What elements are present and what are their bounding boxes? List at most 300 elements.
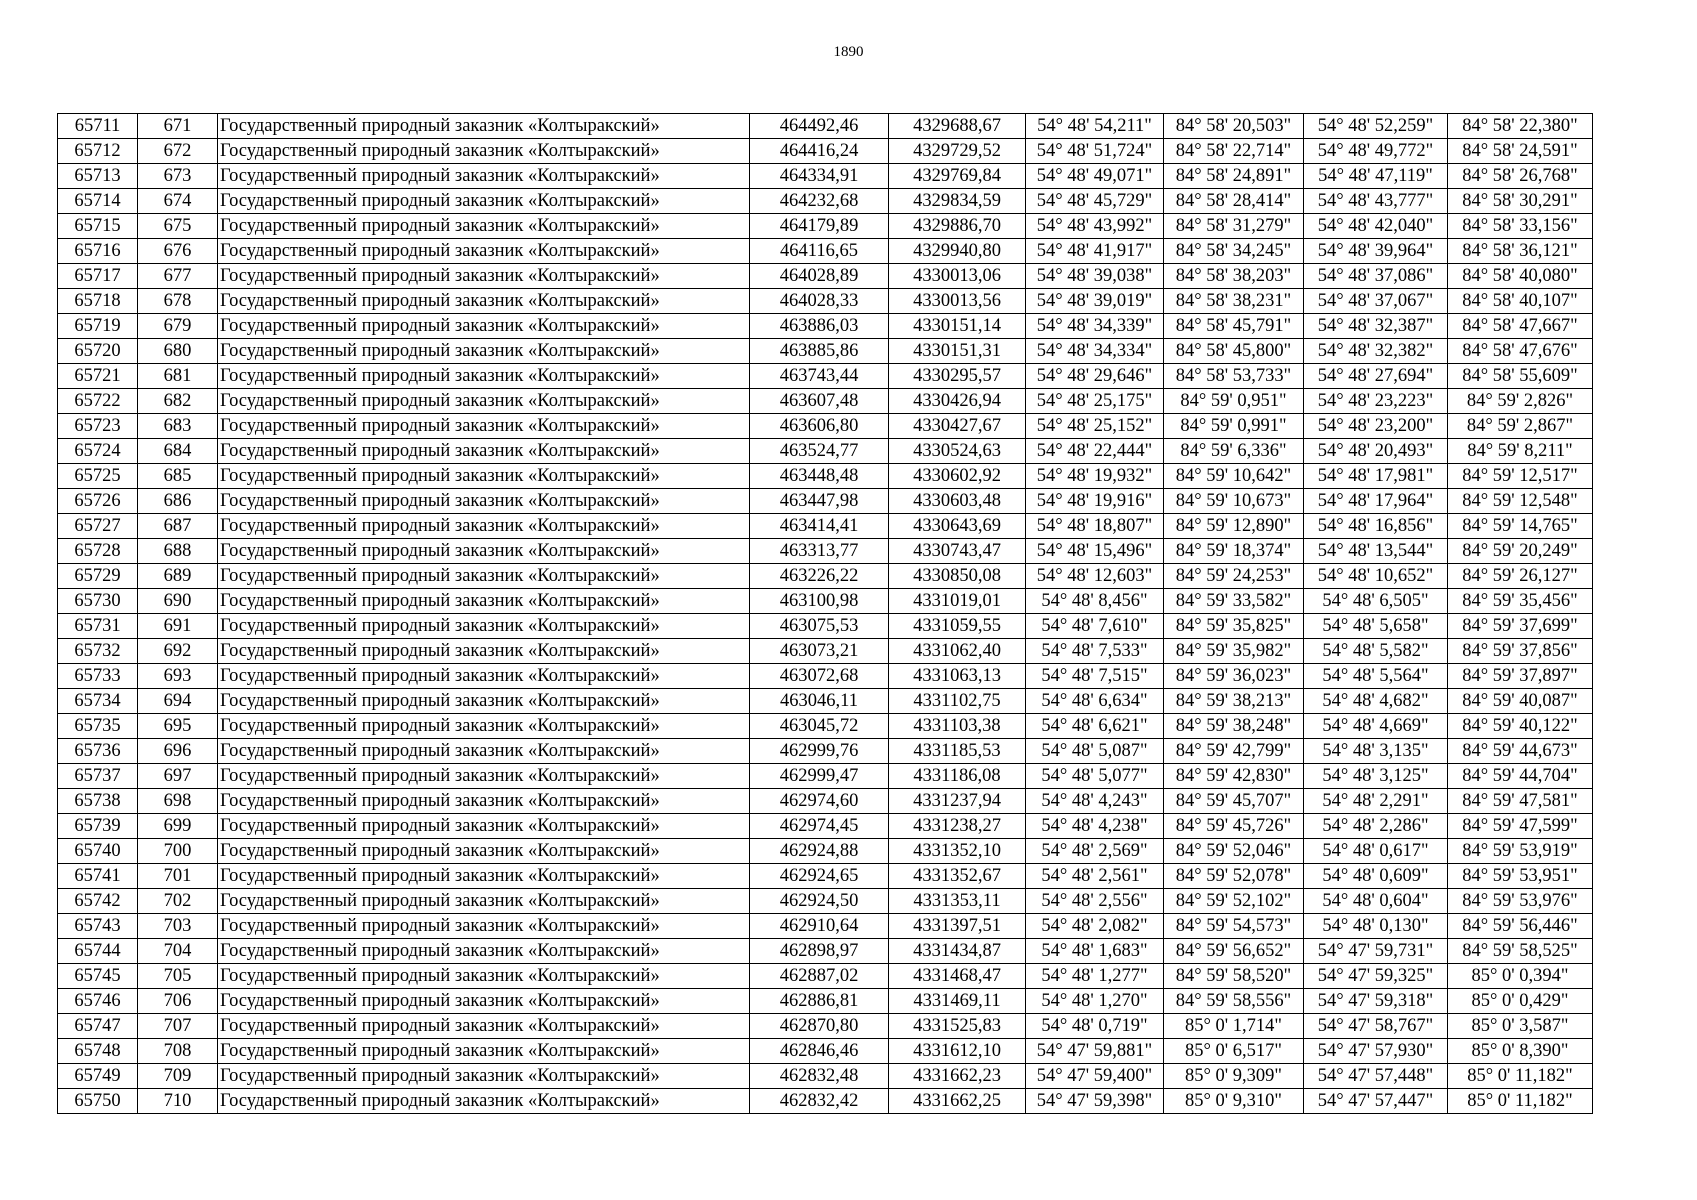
reserve-name-cell: Государственный природный заказник «Колтыракский» [218, 264, 750, 289]
record-number-cell: 65718 [58, 289, 138, 314]
x-coordinate-cell: 462887,02 [750, 964, 889, 989]
record-number-cell: 65728 [58, 539, 138, 564]
latitude-1-cell: 54° 48' 15,496" [1026, 539, 1164, 564]
y-coordinate-cell: 4330603,48 [889, 489, 1026, 514]
x-coordinate-cell: 462832,48 [750, 1064, 889, 1089]
latitude-2-cell: 54° 48' 4,669" [1304, 714, 1448, 739]
x-coordinate-cell: 462999,76 [750, 739, 889, 764]
reserve-name-cell: Государственный природный заказник «Колтыракский» [218, 1039, 750, 1064]
reserve-name-cell: Государственный природный заказник «Колтыракский» [218, 1064, 750, 1089]
table-row [58, 914, 1593, 939]
point-number-cell: 704 [138, 939, 218, 964]
y-coordinate-cell: 4331612,10 [889, 1039, 1026, 1064]
y-coordinate-cell: 4331185,53 [889, 739, 1026, 764]
reserve-name-cell: Государственный природный заказник «Колтыракский» [218, 939, 750, 964]
point-number-cell: 676 [138, 239, 218, 264]
longitude-2-cell: 84° 59' 53,976" [1448, 889, 1593, 914]
reserve-name-cell: Государственный природный заказник «Колтыракский» [218, 239, 750, 264]
table-row [58, 164, 1593, 189]
point-number-cell: 672 [138, 139, 218, 164]
y-coordinate-cell: 4330426,94 [889, 389, 1026, 414]
latitude-1-cell: 54° 48' 12,603" [1026, 564, 1164, 589]
y-coordinate-cell: 4331469,11 [889, 989, 1026, 1014]
point-number-cell: 703 [138, 914, 218, 939]
longitude-2-cell: 85° 0' 3,587" [1448, 1014, 1593, 1039]
longitude-1-cell: 84° 59' 24,253" [1164, 564, 1304, 589]
record-number-cell: 65734 [58, 689, 138, 714]
latitude-1-cell: 54° 48' 45,729" [1026, 189, 1164, 214]
longitude-1-cell: 84° 59' 0,951" [1164, 389, 1304, 414]
latitude-2-cell: 54° 47' 57,448" [1304, 1064, 1448, 1089]
point-number-cell: 677 [138, 264, 218, 289]
y-coordinate-cell: 4331019,01 [889, 589, 1026, 614]
latitude-2-cell: 54° 48' 32,382" [1304, 339, 1448, 364]
y-coordinate-cell: 4331662,23 [889, 1064, 1026, 1089]
x-coordinate-cell: 463073,21 [750, 639, 889, 664]
record-number-cell: 65729 [58, 564, 138, 589]
longitude-2-cell: 84° 59' 8,211" [1448, 439, 1593, 464]
longitude-1-cell: 84° 59' 12,890" [1164, 514, 1304, 539]
reserve-name-cell: Государственный природный заказник «Колтыракский» [218, 864, 750, 889]
x-coordinate-cell: 464028,33 [750, 289, 889, 314]
point-number-cell: 675 [138, 214, 218, 239]
longitude-2-cell: 84° 59' 58,525" [1448, 939, 1593, 964]
longitude-2-cell: 84° 59' 37,897" [1448, 664, 1593, 689]
record-number-cell: 65733 [58, 664, 138, 689]
longitude-2-cell: 84° 59' 12,548" [1448, 489, 1593, 514]
longitude-1-cell: 84° 59' 6,336" [1164, 439, 1304, 464]
record-number-cell: 65719 [58, 314, 138, 339]
longitude-1-cell: 84° 59' 42,830" [1164, 764, 1304, 789]
reserve-name-cell: Государственный природный заказник «Колтыракский» [218, 914, 750, 939]
y-coordinate-cell: 4331102,75 [889, 689, 1026, 714]
latitude-1-cell: 54° 48' 22,444" [1026, 439, 1164, 464]
record-number-cell: 65748 [58, 1039, 138, 1064]
x-coordinate-cell: 462924,88 [750, 839, 889, 864]
latitude-2-cell: 54° 48' 0,130" [1304, 914, 1448, 939]
latitude-1-cell: 54° 47' 59,400" [1026, 1064, 1164, 1089]
point-number-cell: 680 [138, 339, 218, 364]
reserve-name-cell: Государственный природный заказник «Колтыракский» [218, 814, 750, 839]
reserve-name-cell: Государственный природный заказник «Колтыракский» [218, 789, 750, 814]
x-coordinate-cell: 462910,64 [750, 914, 889, 939]
longitude-1-cell: 84° 58' 24,891" [1164, 164, 1304, 189]
table-row [58, 364, 1593, 389]
x-coordinate-cell: 463885,86 [750, 339, 889, 364]
longitude-1-cell: 84° 59' 52,078" [1164, 864, 1304, 889]
y-coordinate-cell: 4331434,87 [889, 939, 1026, 964]
latitude-1-cell: 54° 48' 2,082" [1026, 914, 1164, 939]
longitude-2-cell: 84° 58' 30,291" [1448, 189, 1593, 214]
point-number-cell: 706 [138, 989, 218, 1014]
table-row [58, 189, 1593, 214]
longitude-2-cell: 84° 59' 12,517" [1448, 464, 1593, 489]
latitude-2-cell: 54° 48' 0,617" [1304, 839, 1448, 864]
longitude-1-cell: 85° 0' 9,310" [1164, 1089, 1304, 1114]
record-number-cell: 65735 [58, 714, 138, 739]
table-row [58, 989, 1593, 1014]
x-coordinate-cell: 463886,03 [750, 314, 889, 339]
latitude-2-cell: 54° 48' 13,544" [1304, 539, 1448, 564]
latitude-1-cell: 54° 48' 8,456" [1026, 589, 1164, 614]
coordinates-table [57, 113, 1593, 1114]
reserve-name-cell: Государственный природный заказник «Колтыракский» [218, 389, 750, 414]
longitude-1-cell: 84° 59' 10,642" [1164, 464, 1304, 489]
table-row [58, 764, 1593, 789]
point-number-cell: 693 [138, 664, 218, 689]
longitude-1-cell: 84° 58' 31,279" [1164, 214, 1304, 239]
record-number-cell: 65737 [58, 764, 138, 789]
latitude-1-cell: 54° 47' 59,398" [1026, 1089, 1164, 1114]
record-number-cell: 65716 [58, 239, 138, 264]
latitude-2-cell: 54° 48' 5,658" [1304, 614, 1448, 639]
record-number-cell: 65740 [58, 839, 138, 864]
latitude-2-cell: 54° 48' 0,604" [1304, 889, 1448, 914]
point-number-cell: 673 [138, 164, 218, 189]
y-coordinate-cell: 4331237,94 [889, 789, 1026, 814]
table-row [58, 1064, 1593, 1089]
y-coordinate-cell: 4330295,57 [889, 364, 1026, 389]
y-coordinate-cell: 4330743,47 [889, 539, 1026, 564]
longitude-1-cell: 85° 0' 6,517" [1164, 1039, 1304, 1064]
x-coordinate-cell: 462898,97 [750, 939, 889, 964]
record-number-cell: 65741 [58, 864, 138, 889]
point-number-cell: 683 [138, 414, 218, 439]
reserve-name-cell: Государственный природный заказник «Колтыракский» [218, 839, 750, 864]
reserve-name-cell: Государственный природный заказник «Колтыракский» [218, 639, 750, 664]
longitude-1-cell: 84° 59' 45,726" [1164, 814, 1304, 839]
y-coordinate-cell: 4331238,27 [889, 814, 1026, 839]
latitude-2-cell: 54° 48' 4,682" [1304, 689, 1448, 714]
table-body [58, 114, 1593, 1114]
latitude-1-cell: 54° 48' 5,077" [1026, 764, 1164, 789]
y-coordinate-cell: 4331103,38 [889, 714, 1026, 739]
reserve-name-cell: Государственный природный заказник «Колтыракский» [218, 289, 750, 314]
latitude-2-cell: 54° 48' 23,223" [1304, 389, 1448, 414]
latitude-1-cell: 54° 48' 41,917" [1026, 239, 1164, 264]
point-number-cell: 687 [138, 514, 218, 539]
latitude-1-cell: 54° 48' 18,807" [1026, 514, 1164, 539]
point-number-cell: 705 [138, 964, 218, 989]
reserve-name-cell: Государственный природный заказник «Колтыракский» [218, 539, 750, 564]
x-coordinate-cell: 463743,44 [750, 364, 889, 389]
table-row [58, 939, 1593, 964]
longitude-1-cell: 84° 59' 36,023" [1164, 664, 1304, 689]
reserve-name-cell: Государственный природный заказник «Колтыракский» [218, 214, 750, 239]
record-number-cell: 65714 [58, 189, 138, 214]
record-number-cell: 65731 [58, 614, 138, 639]
y-coordinate-cell: 4331059,55 [889, 614, 1026, 639]
reserve-name-cell: Государственный природный заказник «Колтыракский» [218, 489, 750, 514]
y-coordinate-cell: 4330013,06 [889, 264, 1026, 289]
y-coordinate-cell: 4329886,70 [889, 214, 1026, 239]
reserve-name-cell: Государственный природный заказник «Колтыракский» [218, 1014, 750, 1039]
longitude-2-cell: 84° 58' 40,107" [1448, 289, 1593, 314]
y-coordinate-cell: 4331063,13 [889, 664, 1026, 689]
table-row [58, 689, 1593, 714]
longitude-2-cell: 84° 59' 35,456" [1448, 589, 1593, 614]
latitude-1-cell: 54° 48' 51,724" [1026, 139, 1164, 164]
longitude-2-cell: 84° 59' 37,856" [1448, 639, 1593, 664]
longitude-2-cell: 84° 59' 47,581" [1448, 789, 1593, 814]
latitude-1-cell: 54° 48' 7,515" [1026, 664, 1164, 689]
y-coordinate-cell: 4329769,84 [889, 164, 1026, 189]
latitude-1-cell: 54° 48' 7,533" [1026, 639, 1164, 664]
y-coordinate-cell: 4330151,14 [889, 314, 1026, 339]
reserve-name-cell: Государственный природный заказник «Колтыракский» [218, 714, 750, 739]
x-coordinate-cell: 463045,72 [750, 714, 889, 739]
point-number-cell: 695 [138, 714, 218, 739]
latitude-2-cell: 54° 48' 37,086" [1304, 264, 1448, 289]
longitude-1-cell: 84° 58' 38,203" [1164, 264, 1304, 289]
latitude-2-cell: 54° 48' 3,125" [1304, 764, 1448, 789]
x-coordinate-cell: 464334,91 [750, 164, 889, 189]
reserve-name-cell: Государственный природный заказник «Колтыракский» [218, 564, 750, 589]
y-coordinate-cell: 4330524,63 [889, 439, 1026, 464]
reserve-name-cell: Государственный природный заказник «Колтыракский» [218, 139, 750, 164]
latitude-1-cell: 54° 48' 19,916" [1026, 489, 1164, 514]
longitude-2-cell: 84° 58' 26,768" [1448, 164, 1593, 189]
record-number-cell: 65749 [58, 1064, 138, 1089]
latitude-2-cell: 54° 47' 57,447" [1304, 1089, 1448, 1114]
reserve-name-cell: Государственный природный заказник «Колтыракский» [218, 314, 750, 339]
longitude-1-cell: 84° 58' 34,245" [1164, 239, 1304, 264]
record-number-cell: 65746 [58, 989, 138, 1014]
latitude-2-cell: 54° 48' 5,564" [1304, 664, 1448, 689]
reserve-name-cell: Государственный природный заказник «Колтыракский» [218, 414, 750, 439]
y-coordinate-cell: 4330850,08 [889, 564, 1026, 589]
reserve-name-cell: Государственный природный заказник «Колтыракский» [218, 589, 750, 614]
table-row [58, 389, 1593, 414]
point-number-cell: 688 [138, 539, 218, 564]
table-row [58, 1014, 1593, 1039]
latitude-2-cell: 54° 48' 6,505" [1304, 589, 1448, 614]
record-number-cell: 65711 [58, 114, 138, 139]
longitude-2-cell: 84° 59' 56,446" [1448, 914, 1593, 939]
longitude-2-cell: 84° 59' 2,867" [1448, 414, 1593, 439]
reserve-name-cell: Государственный природный заказник «Колтыракский» [218, 439, 750, 464]
table-row [58, 239, 1593, 264]
longitude-1-cell: 84° 59' 45,707" [1164, 789, 1304, 814]
longitude-1-cell: 84° 59' 58,556" [1164, 989, 1304, 1014]
record-number-cell: 65720 [58, 339, 138, 364]
latitude-2-cell: 54° 48' 20,493" [1304, 439, 1448, 464]
point-number-cell: 691 [138, 614, 218, 639]
x-coordinate-cell: 464028,89 [750, 264, 889, 289]
x-coordinate-cell: 462886,81 [750, 989, 889, 1014]
longitude-2-cell: 84° 59' 53,951" [1448, 864, 1593, 889]
x-coordinate-cell: 463524,77 [750, 439, 889, 464]
longitude-1-cell: 84° 59' 42,799" [1164, 739, 1304, 764]
latitude-2-cell: 54° 48' 3,135" [1304, 739, 1448, 764]
record-number-cell: 65747 [58, 1014, 138, 1039]
latitude-1-cell: 54° 48' 6,634" [1026, 689, 1164, 714]
point-number-cell: 710 [138, 1089, 218, 1114]
longitude-1-cell: 84° 58' 45,800" [1164, 339, 1304, 364]
latitude-2-cell: 54° 48' 16,856" [1304, 514, 1448, 539]
y-coordinate-cell: 4330427,67 [889, 414, 1026, 439]
x-coordinate-cell: 462846,46 [750, 1039, 889, 1064]
point-number-cell: 685 [138, 464, 218, 489]
latitude-1-cell: 54° 48' 39,038" [1026, 264, 1164, 289]
latitude-1-cell: 54° 48' 43,992" [1026, 214, 1164, 239]
point-number-cell: 702 [138, 889, 218, 914]
x-coordinate-cell: 463607,48 [750, 389, 889, 414]
longitude-2-cell: 84° 59' 47,599" [1448, 814, 1593, 839]
y-coordinate-cell: 4329688,67 [889, 114, 1026, 139]
latitude-2-cell: 54° 48' 23,200" [1304, 414, 1448, 439]
latitude-1-cell: 54° 48' 4,243" [1026, 789, 1164, 814]
table-row [58, 114, 1593, 139]
point-number-cell: 707 [138, 1014, 218, 1039]
latitude-2-cell: 54° 48' 2,286" [1304, 814, 1448, 839]
longitude-1-cell: 84° 58' 38,231" [1164, 289, 1304, 314]
table-row [58, 864, 1593, 889]
point-number-cell: 684 [138, 439, 218, 464]
record-number-cell: 65732 [58, 639, 138, 664]
table-row [58, 289, 1593, 314]
longitude-2-cell: 84° 58' 47,676" [1448, 339, 1593, 364]
point-number-cell: 694 [138, 689, 218, 714]
longitude-2-cell: 84° 58' 55,609" [1448, 364, 1593, 389]
point-number-cell: 698 [138, 789, 218, 814]
table-row [58, 814, 1593, 839]
table-row [58, 714, 1593, 739]
longitude-1-cell: 84° 59' 18,374" [1164, 539, 1304, 564]
longitude-1-cell: 84° 58' 20,503" [1164, 114, 1304, 139]
latitude-1-cell: 54° 48' 2,569" [1026, 839, 1164, 864]
point-number-cell: 679 [138, 314, 218, 339]
record-number-cell: 65724 [58, 439, 138, 464]
latitude-1-cell: 54° 48' 49,071" [1026, 164, 1164, 189]
longitude-1-cell: 85° 0' 9,309" [1164, 1064, 1304, 1089]
point-number-cell: 674 [138, 189, 218, 214]
x-coordinate-cell: 463226,22 [750, 564, 889, 589]
x-coordinate-cell: 463100,98 [750, 589, 889, 614]
reserve-name-cell: Государственный природный заказник «Колтыракский» [218, 964, 750, 989]
x-coordinate-cell: 463448,48 [750, 464, 889, 489]
latitude-1-cell: 54° 48' 2,556" [1026, 889, 1164, 914]
record-number-cell: 65712 [58, 139, 138, 164]
latitude-2-cell: 54° 47' 59,318" [1304, 989, 1448, 1014]
reserve-name-cell: Государственный природный заказник «Колтыракский» [218, 339, 750, 364]
table-row [58, 314, 1593, 339]
reserve-name-cell: Государственный природный заказник «Колтыракский» [218, 989, 750, 1014]
y-coordinate-cell: 4331525,83 [889, 1014, 1026, 1039]
point-number-cell: 692 [138, 639, 218, 664]
latitude-2-cell: 54° 48' 10,652" [1304, 564, 1448, 589]
latitude-2-cell: 54° 48' 43,777" [1304, 189, 1448, 214]
longitude-1-cell: 84° 59' 52,102" [1164, 889, 1304, 914]
latitude-2-cell: 54° 48' 5,582" [1304, 639, 1448, 664]
longitude-2-cell: 84° 59' 37,699" [1448, 614, 1593, 639]
table-row [58, 414, 1593, 439]
latitude-2-cell: 54° 48' 37,067" [1304, 289, 1448, 314]
latitude-2-cell: 54° 48' 52,259" [1304, 114, 1448, 139]
latitude-2-cell: 54° 47' 59,325" [1304, 964, 1448, 989]
table-row [58, 839, 1593, 864]
x-coordinate-cell: 463606,80 [750, 414, 889, 439]
longitude-2-cell: 84° 58' 40,080" [1448, 264, 1593, 289]
reserve-name-cell: Государственный природный заказник «Колтыракский» [218, 189, 750, 214]
latitude-2-cell: 54° 48' 42,040" [1304, 214, 1448, 239]
latitude-1-cell: 54° 48' 7,610" [1026, 614, 1164, 639]
point-number-cell: 681 [138, 364, 218, 389]
longitude-2-cell: 85° 0' 11,182" [1448, 1064, 1593, 1089]
longitude-2-cell: 85° 0' 11,182" [1448, 1089, 1593, 1114]
record-number-cell: 65736 [58, 739, 138, 764]
latitude-1-cell: 54° 48' 4,238" [1026, 814, 1164, 839]
latitude-2-cell: 54° 48' 32,387" [1304, 314, 1448, 339]
longitude-1-cell: 84° 58' 53,733" [1164, 364, 1304, 389]
x-coordinate-cell: 463072,68 [750, 664, 889, 689]
latitude-2-cell: 54° 48' 27,694" [1304, 364, 1448, 389]
longitude-1-cell: 84° 58' 45,791" [1164, 314, 1304, 339]
longitude-2-cell: 85° 0' 0,394" [1448, 964, 1593, 989]
reserve-name-cell: Государственный природный заказник «Колтыракский» [218, 1089, 750, 1114]
longitude-2-cell: 84° 59' 40,087" [1448, 689, 1593, 714]
latitude-1-cell: 54° 48' 39,019" [1026, 289, 1164, 314]
point-number-cell: 699 [138, 814, 218, 839]
x-coordinate-cell: 462974,60 [750, 789, 889, 814]
table-row [58, 214, 1593, 239]
longitude-2-cell: 84° 59' 2,826" [1448, 389, 1593, 414]
reserve-name-cell: Государственный природный заказник «Колтыракский» [218, 689, 750, 714]
table-row [58, 789, 1593, 814]
point-number-cell: 671 [138, 114, 218, 139]
y-coordinate-cell: 4331352,67 [889, 864, 1026, 889]
table-row [58, 739, 1593, 764]
longitude-1-cell: 84° 58' 28,414" [1164, 189, 1304, 214]
longitude-2-cell: 84° 59' 26,127" [1448, 564, 1593, 589]
latitude-1-cell: 54° 48' 6,621" [1026, 714, 1164, 739]
latitude-1-cell: 54° 48' 25,175" [1026, 389, 1164, 414]
latitude-1-cell: 54° 48' 25,152" [1026, 414, 1164, 439]
longitude-2-cell: 84° 59' 44,673" [1448, 739, 1593, 764]
reserve-name-cell: Государственный природный заказник «Колтыракский» [218, 114, 750, 139]
table-row [58, 564, 1593, 589]
latitude-2-cell: 54° 47' 59,731" [1304, 939, 1448, 964]
y-coordinate-cell: 4329940,80 [889, 239, 1026, 264]
longitude-2-cell: 84° 59' 40,122" [1448, 714, 1593, 739]
longitude-1-cell: 84° 59' 38,213" [1164, 689, 1304, 714]
longitude-1-cell: 84° 59' 35,825" [1164, 614, 1304, 639]
latitude-2-cell: 54° 48' 17,981" [1304, 464, 1448, 489]
latitude-2-cell: 54° 48' 17,964" [1304, 489, 1448, 514]
table-row [58, 889, 1593, 914]
longitude-2-cell: 84° 59' 53,919" [1448, 839, 1593, 864]
latitude-1-cell: 54° 48' 34,334" [1026, 339, 1164, 364]
y-coordinate-cell: 4329834,59 [889, 189, 1026, 214]
reserve-name-cell: Государственный природный заказник «Колтыракский» [218, 464, 750, 489]
latitude-2-cell: 54° 47' 57,930" [1304, 1039, 1448, 1064]
latitude-1-cell: 54° 48' 0,719" [1026, 1014, 1164, 1039]
latitude-1-cell: 54° 48' 29,646" [1026, 364, 1164, 389]
page-number: 1890 [833, 44, 864, 60]
point-number-cell: 696 [138, 739, 218, 764]
longitude-2-cell: 85° 0' 8,390" [1448, 1039, 1593, 1064]
reserve-name-cell: Государственный природный заказник «Колтыракский» [218, 889, 750, 914]
table-row [58, 1089, 1593, 1114]
y-coordinate-cell: 4331353,11 [889, 889, 1026, 914]
record-number-cell: 65730 [58, 589, 138, 614]
record-number-cell: 65715 [58, 214, 138, 239]
y-coordinate-cell: 4330013,56 [889, 289, 1026, 314]
y-coordinate-cell: 4331352,10 [889, 839, 1026, 864]
reserve-name-cell: Государственный природный заказник «Колтыракский» [218, 614, 750, 639]
reserve-name-cell: Государственный природный заказник «Колтыракский» [218, 764, 750, 789]
latitude-1-cell: 54° 48' 1,683" [1026, 939, 1164, 964]
